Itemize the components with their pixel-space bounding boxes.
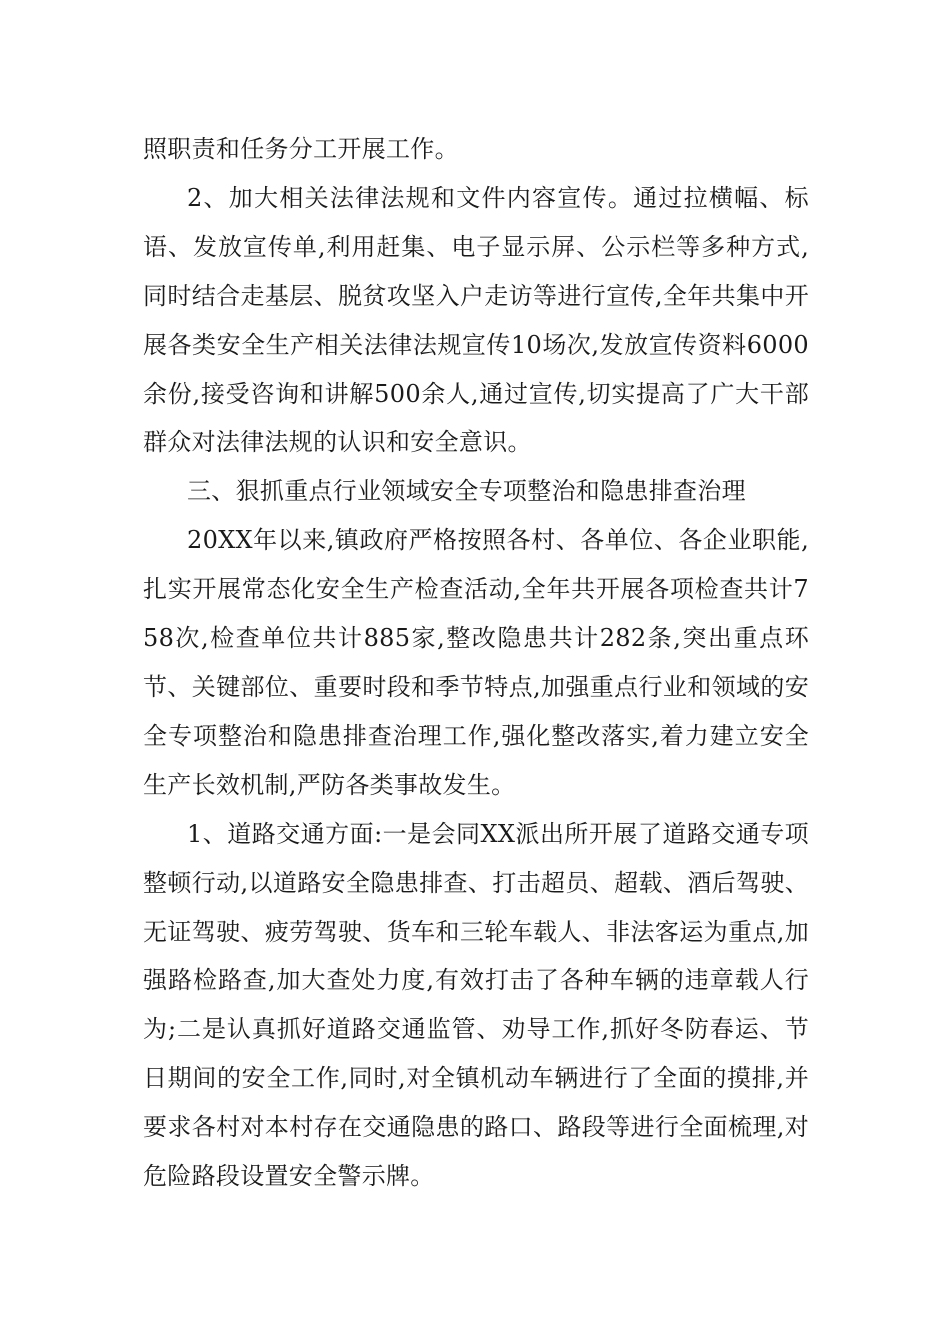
paragraph-road-traffic: 1、道路交通方面:一是会同XX派出所开展了道路交通专项整顿行动,以道路安全隐患排查、打击超员、超载、酒后驾驶、无证驾驶、疲劳驾驶、货车和三轮车载人、非法客运为重点,加强路检路查,加大查处力度,有效打击了各种车辆的违章载人行为;二是认真抓好道路交通监管、劝导工作,抓好冬防春运、节日期间的安全工作,同时,对全镇机动车辆进行了全面的摸排,并要求各村对本村存在交通隐患的路口、路段等进行全面梳理,对危险路段设置安全警示牌。 [143,819,809,1191]
document-body [143,125,809,1201]
paragraph-continuation: 照职责和任务分工开展工作。 [143,135,459,163]
paragraph-inspection-summary: 20XX年以来,镇政府严格按照各村、各单位、各企业职能,扎实开展常态化安全生产检查活动,全年共开展各项检查共计758次,检查单位共计885家,整改隐患共计282条,突出重点环节、关键部位、重要时段和季节特点,加强重点行业和领域的安全专项整治和隐患排查治理工作,强化整改落实,着力建立安全生产长效机制,严防各类事故发生。 [143,526,809,799]
paragraph-publicity: 2、加大相关法律法规和文件内容宣传。通过拉横幅、标语、发放宣传单,利用赶集、电子显示屏、公示栏等多种方式,同时结合走基层、脱贫攻坚入户走访等进行宣传,全年共集中开展各类安全生产相关法律法规宣传10场次,发放宣传资料6000余份,接受咨询和讲解500余人,通过宣传,切实提高了广大干部群众对法律法规的认识和安全意识。 [143,183,809,457]
section-heading: 三、狠抓重点行业领域安全专项整治和隐患排查治理 [187,477,746,506]
